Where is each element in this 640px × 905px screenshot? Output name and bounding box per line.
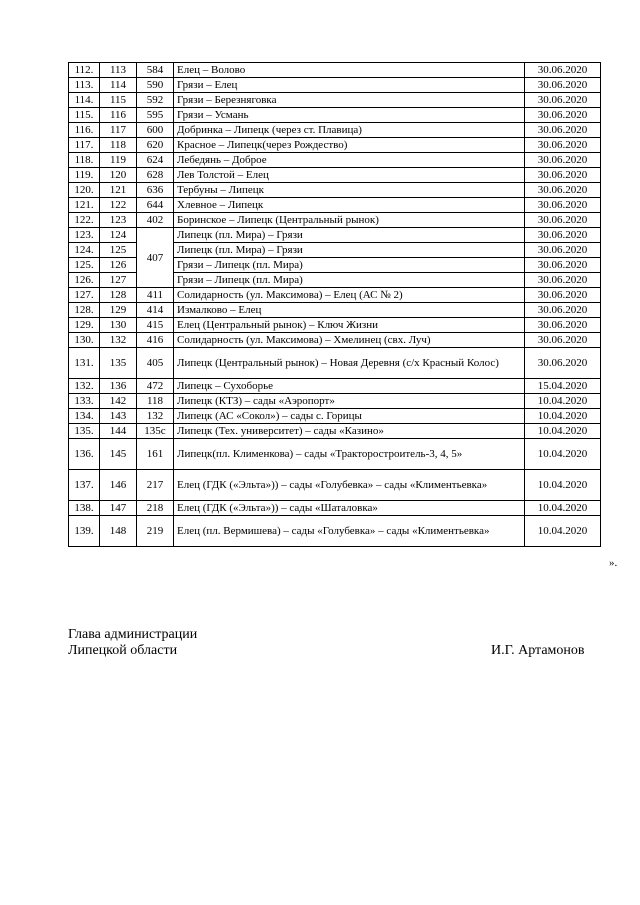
route-date-cell: 30.06.2020 [525,123,601,138]
closing-quote: ». [609,557,618,569]
route-date-cell: 30.06.2020 [525,288,601,303]
route-name-cell: Липецк (пл. Мира) – Грязи [174,243,525,258]
row-index-cell: 114. [69,93,100,108]
route-date-cell: 30.06.2020 [525,198,601,213]
route-reg-number-cell: 161 [137,439,174,470]
route-name-cell: Липецк – Сухоборье [174,379,525,394]
route-name-cell: Солидарность (ул. Максимова) – Елец (АС № 2) [174,288,525,303]
route-name-cell: Липецк(пл. Клименкова) – сады «Тракторостроитель-3, 4, 5» [174,439,525,470]
row-index-cell: 132. [69,379,100,394]
table-row [69,409,601,424]
route-reg-number-cell: 118 [137,394,174,409]
route-reg-number-cell: 217 [137,470,174,501]
route-reg-number-cell: 595 [137,108,174,123]
row-index-cell: 116. [69,123,100,138]
row-index-cell: 135. [69,424,100,439]
route-order-cell: 125 [100,243,137,258]
row-index-cell: 127. [69,288,100,303]
table-row [69,333,601,348]
table-row [69,198,601,213]
route-order-cell: 120 [100,168,137,183]
route-reg-number-cell: 218 [137,501,174,516]
row-index-cell: 136. [69,439,100,470]
route-name-cell: Липецк (пл. Мира) – Грязи [174,228,525,243]
row-index-cell: 118. [69,153,100,168]
route-date-cell: 10.04.2020 [525,470,601,501]
route-name-cell: Грязи – Елец [174,78,525,93]
route-reg-number-cell: 624 [137,153,174,168]
route-date-cell: 30.06.2020 [525,183,601,198]
route-order-cell: 144 [100,424,137,439]
row-index-cell: 120. [69,183,100,198]
signature-name: И.Г. Артамонов [491,643,585,658]
table-row [69,78,601,93]
route-date-cell: 30.06.2020 [525,303,601,318]
route-name-cell: Грязи – Усмань [174,108,525,123]
route-date-cell: 10.04.2020 [525,394,601,409]
row-index-cell: 131. [69,348,100,379]
route-order-cell: 127 [100,273,137,288]
route-name-cell: Солидарность (ул. Максимова) – Хмелинец (свх. Луч) [174,333,525,348]
route-reg-number-cell: 416 [137,333,174,348]
table-row [69,153,601,168]
route-date-cell: 30.06.2020 [525,93,601,108]
table-row [69,348,601,379]
route-reg-number-cell: 644 [137,198,174,213]
route-date-cell: 30.06.2020 [525,138,601,153]
signature-title-line1: Глава администрации [68,627,198,642]
row-index-cell: 139. [69,516,100,547]
row-index-cell: 122. [69,213,100,228]
row-index-cell: 125. [69,258,100,273]
route-reg-number-cell: 415 [137,318,174,333]
route-date-cell: 10.04.2020 [525,409,601,424]
route-name-cell: Елец – Волово [174,63,525,78]
route-name-cell: Хлевное – Липецк [174,198,525,213]
table-row [69,318,601,333]
route-date-cell: 10.04.2020 [525,516,601,547]
route-reg-number-cell: 628 [137,168,174,183]
route-order-cell: 147 [100,501,137,516]
table-row [69,516,601,547]
route-name-cell: Липецк (Центральный рынок) – Новая Деревня (с/х Красный Колос) [174,348,525,379]
route-date-cell: 10.04.2020 [525,501,601,516]
route-order-cell: 115 [100,93,137,108]
route-order-cell: 146 [100,470,137,501]
route-order-cell: 142 [100,394,137,409]
route-date-cell: 30.06.2020 [525,318,601,333]
route-date-cell: 15.04.2020 [525,379,601,394]
row-index-cell: 124. [69,243,100,258]
route-order-cell: 126 [100,258,137,273]
route-order-cell: 118 [100,138,137,153]
route-reg-number-cell: 402 [137,213,174,228]
row-index-cell: 113. [69,78,100,93]
route-name-cell: Грязи – Липецк (пл. Мира) [174,273,525,288]
route-date-cell: 30.06.2020 [525,273,601,288]
row-index-cell: 117. [69,138,100,153]
route-name-cell: Липецк (АС «Сокол») – сады с. Горицы [174,409,525,424]
route-reg-number-cell: 590 [137,78,174,93]
route-name-cell: Елец (Центральный рынок) – Ключ Жизни [174,318,525,333]
route-order-cell: 136 [100,379,137,394]
route-reg-number-cell: 407 [137,228,174,288]
row-index-cell: 128. [69,303,100,318]
route-order-cell: 128 [100,288,137,303]
route-date-cell: 30.06.2020 [525,213,601,228]
route-date-cell: 30.06.2020 [525,108,601,123]
route-name-cell: Липецк (КТЗ) – сады «Аэропорт» [174,394,525,409]
table-row [69,93,601,108]
route-order-cell: 119 [100,153,137,168]
row-index-cell: 119. [69,168,100,183]
route-order-cell: 113 [100,63,137,78]
table-row [69,470,601,501]
route-order-cell: 135 [100,348,137,379]
row-index-cell: 123. [69,228,100,243]
route-reg-number-cell: 405 [137,348,174,379]
table-row [69,424,601,439]
routes-table [68,62,601,547]
route-date-cell: 30.06.2020 [525,258,601,273]
table-row [69,183,601,198]
row-index-cell: 133. [69,394,100,409]
route-name-cell: Лебедянь – Доброе [174,153,525,168]
route-reg-number-cell: 219 [137,516,174,547]
route-date-cell: 30.06.2020 [525,63,601,78]
row-index-cell: 134. [69,409,100,424]
signature-title-line2: Липецкой области [68,643,178,658]
route-reg-number-cell: 592 [137,93,174,108]
route-name-cell: Добринка – Липецк (через ст. Плавица) [174,123,525,138]
route-name-cell: Грязи – Березняговка [174,93,525,108]
table-row [69,168,601,183]
table-row [69,63,601,78]
route-order-cell: 114 [100,78,137,93]
row-index-cell: 121. [69,198,100,213]
row-index-cell: 130. [69,333,100,348]
row-index-cell: 126. [69,273,100,288]
table-row [69,228,601,243]
table-row [69,501,601,516]
table-row [69,288,601,303]
route-reg-number-cell: 414 [137,303,174,318]
table-row [69,439,601,470]
route-reg-number-cell: 135с [137,424,174,439]
route-reg-number-cell: 132 [137,409,174,424]
route-order-cell: 124 [100,228,137,243]
route-order-cell: 116 [100,108,137,123]
route-name-cell: Грязи – Липецк (пл. Мира) [174,258,525,273]
route-order-cell: 132 [100,333,137,348]
route-order-cell: 117 [100,123,137,138]
route-name-cell: Лев Толстой – Елец [174,168,525,183]
route-date-cell: 30.06.2020 [525,78,601,93]
route-order-cell: 121 [100,183,137,198]
route-order-cell: 130 [100,318,137,333]
route-order-cell: 145 [100,439,137,470]
row-index-cell: 112. [69,63,100,78]
row-index-cell: 137. [69,470,100,501]
table-row [69,213,601,228]
route-date-cell: 30.06.2020 [525,153,601,168]
table-row [69,123,601,138]
route-reg-number-cell: 411 [137,288,174,303]
route-date-cell: 30.06.2020 [525,168,601,183]
table-row [69,138,601,153]
route-order-cell: 122 [100,198,137,213]
route-order-cell: 148 [100,516,137,547]
table-row [69,108,601,123]
route-date-cell: 30.06.2020 [525,348,601,379]
route-name-cell: Елец (ГДК («Эльта»)) – сады «Шаталовка» [174,501,525,516]
route-order-cell: 143 [100,409,137,424]
route-reg-number-cell: 636 [137,183,174,198]
route-date-cell: 30.06.2020 [525,243,601,258]
route-reg-number-cell: 600 [137,123,174,138]
route-order-cell: 123 [100,213,137,228]
route-reg-number-cell: 620 [137,138,174,153]
route-name-cell: Елец (пл. Вермишева) – сады «Голубевка» – сады «Климентьевка» [174,516,525,547]
table-row [69,394,601,409]
route-name-cell: Красное – Липецк(через Рождество) [174,138,525,153]
route-date-cell: 30.06.2020 [525,333,601,348]
row-index-cell: 129. [69,318,100,333]
route-name-cell: Измалково – Елец [174,303,525,318]
row-index-cell: 138. [69,501,100,516]
route-name-cell: Липецк (Тех. университет) – сады «Казино» [174,424,525,439]
route-name-cell: Елец (ГДК («Эльта»)) – сады «Голубевка» – сады «Климентьевка» [174,470,525,501]
route-date-cell: 10.04.2020 [525,424,601,439]
route-reg-number-cell: 584 [137,63,174,78]
row-index-cell: 115. [69,108,100,123]
route-name-cell: Боринское – Липецк (Центральный рынок) [174,213,525,228]
route-reg-number-cell: 472 [137,379,174,394]
route-date-cell: 30.06.2020 [525,228,601,243]
table-row [69,303,601,318]
route-order-cell: 129 [100,303,137,318]
table-row [69,379,601,394]
route-date-cell: 10.04.2020 [525,439,601,470]
route-name-cell: Тербуны – Липецк [174,183,525,198]
